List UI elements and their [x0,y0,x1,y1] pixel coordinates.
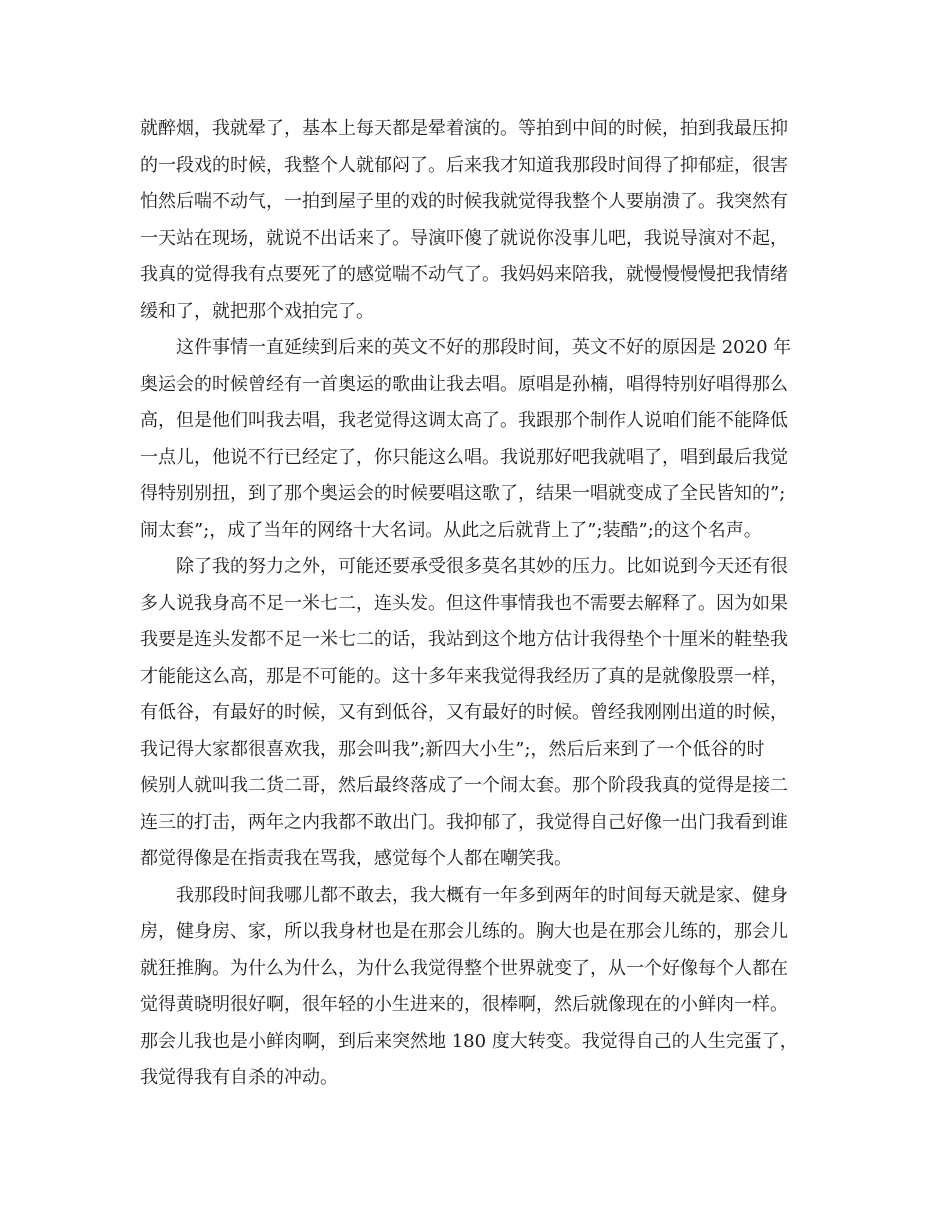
text-line: 我要是连头发都不足一米七二的话，我站到这个地方估计我得垫个十厘米的鞋垫我 [140,629,788,650]
text-line: 的一段戏的时候，我整个人就郁闷了。后来我才知道我那段时间得了抑郁症，很害 [140,154,788,176]
paragraph-first-line: 我那段时间我哪儿都不敢去，我大概有一年多到两年的时间每天就是家、健身 [176,884,788,906]
text-line: 多人说我身高不足一米七二，连头发。但这件事情我也不需要去解释了。因为如果 [140,592,788,614]
text-line: 高，但是他们叫我去唱，我老觉得这调太高了。我跟那个制作人说咱们能不能降低 [140,410,788,431]
text-line: 就狂推胸。为什么为什么，为什么我觉得整个世界就变了，从一个好像每个人都在 [140,957,788,979]
text-line: 我记得大家都很喜欢我，那会叫我”;新四大小生”;，然后后来到了一个低谷的时 [140,738,765,760]
text-line: 一点儿，他说不行已经定了，你只能这么唱。我说那好吧我就唱了，唱到最后我觉 [140,446,788,468]
text-line: 我觉得我有自杀的冲动。 [140,1067,338,1088]
body-text [140,111,830,1097]
text-line: 连三的打击，两年之内我都不敢出门。我抑郁了，我觉得自己好像一出门我看到谁 [140,811,788,833]
text-line: 一天站在现场，就说不出话来了。导演吓傻了就说你没事儿吧，我说导演对不起， [140,227,788,249]
text-line: 那会儿我也是小鲜肉啊，到后来突然地 180 度大转变。我觉得自己的人生完蛋了， [140,1030,798,1052]
text-line: 我真的觉得我有点要死了的感觉喘不动气了。我妈妈来陪我，就慢慢慢慢把我情绪 [140,264,788,285]
text-line: 候别人就叫我二货二哥，然后最终落成了一个闹太套。那个阶段我真的觉得是接二 [140,775,788,796]
text-line: 缓和了，就把那个戏拍完了。 [140,300,374,322]
paragraph-first-line: 这件事情一直延续到后来的英文不好的那段时间，英文不好的原因是 2020 年 [176,337,792,358]
text-line: 觉得黄晓明很好啊，很年轻的小生进来的，很棒啊，然后就像现在的小鲜肉一样。 [140,994,788,1015]
text-line: 有低谷，有最好的时候，又有到低谷，又有最好的时候。曾经我刚刚出道的时候， [140,702,788,723]
text-line: 才能能这么高，那是不可能的。这十多年来我觉得我经历了真的是就像股票一样， [140,665,788,687]
text-line: 就醉烟，我就晕了，基本上每天都是晕着演的。等拍到中间的时候，拍到我最压抑 [140,118,788,139]
text-line: 怕然后喘不动气，一拍到屋子里的戏的时候我就觉得我整个人要崩溃了。我突然有 [140,191,788,212]
paragraph-first-line: 除了我的努力之外，可能还要承受很多莫名其妙的压力。比如说到今天还有很 [176,556,788,577]
text-line: 闹太套”;，成了当年的网络十大名词。从此之后就背上了”;装酷”;的这个名声。 [140,519,762,541]
text-line: 房，健身房、家，所以我身材也是在那会儿练的。胸大也是在那会儿练的，那会儿 [140,921,788,942]
text-line: 都觉得像是在指责我在骂我，感觉每个人都在嘲笑我。 [140,848,572,869]
text-line: 得特别别扭，到了那个奥运会的时候要唱这歌了，结果一唱就变成了全民皆知的”; [140,483,786,504]
text-line: 奥运会的时候曾经有一首奥运的歌曲让我去唱。原唱是孙楠，唱得特别好唱得那么 [140,373,788,395]
